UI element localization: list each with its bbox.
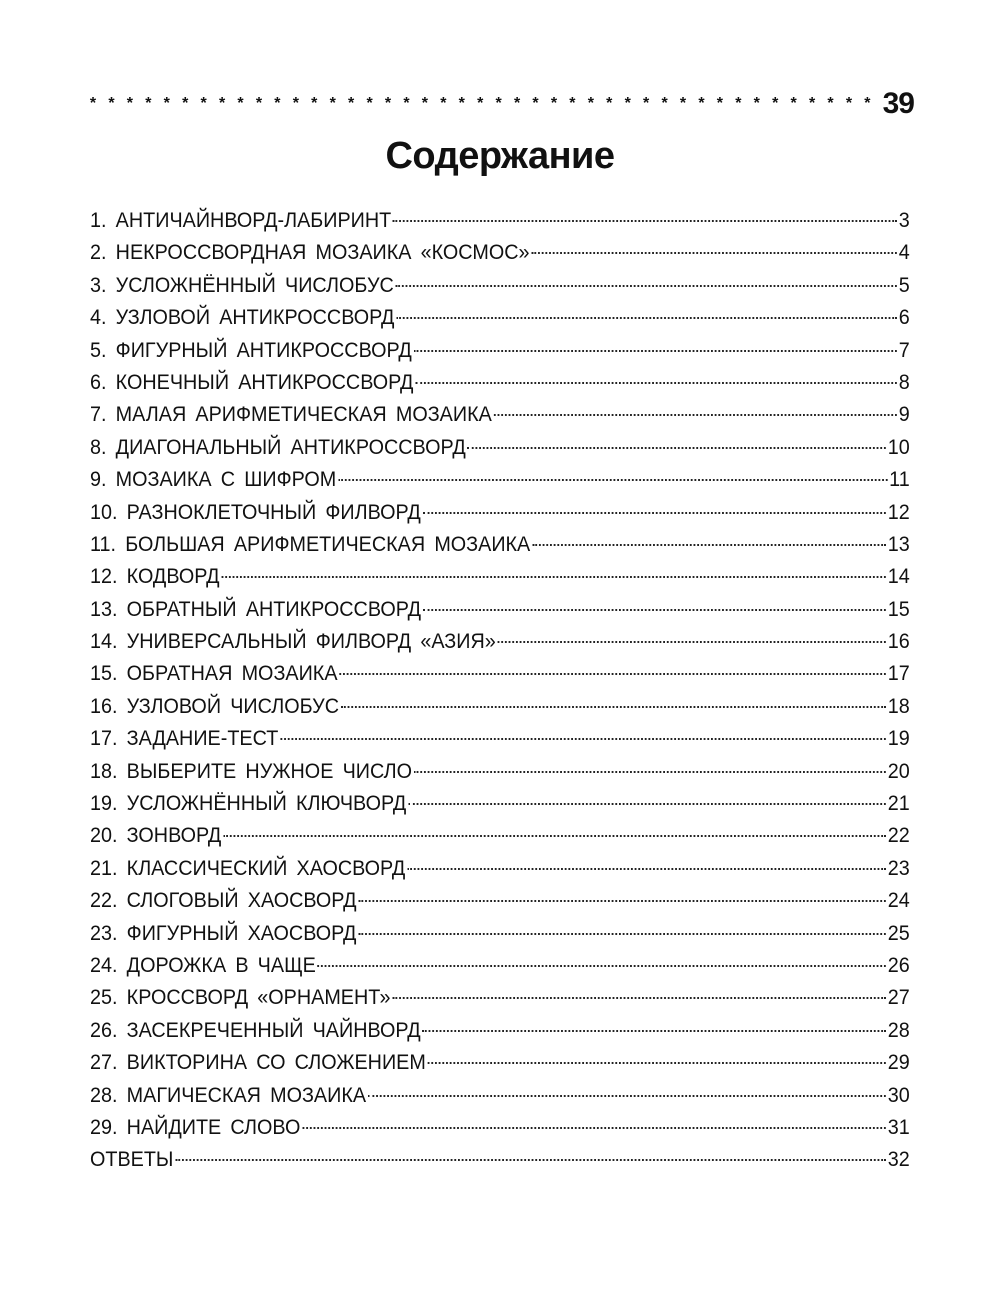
toc-entry[interactable]: [90, 1046, 910, 1078]
star-icon: *: [569, 95, 576, 112]
dot-leader: [414, 771, 886, 773]
toc-entry[interactable]: [90, 755, 910, 787]
table-of-contents: [90, 204, 910, 1176]
star-icon: *: [200, 95, 207, 112]
star-icon: *: [606, 95, 613, 112]
toc-entry-page: 27: [887, 985, 910, 1010]
dot-leader: [423, 609, 886, 611]
toc-entry[interactable]: [90, 852, 910, 884]
toc-entry-page: 21: [887, 791, 910, 816]
star-icon: *: [440, 95, 447, 112]
toc-entry[interactable]: [90, 657, 910, 689]
toc-entry-title: 25. КРОССВОРД «ОРНАМЕНТ»: [90, 985, 391, 1010]
toc-entry-title: 6. КОНЕЧНЫЙ АНТИКРОССВОРД: [90, 369, 414, 394]
toc-entry[interactable]: [90, 398, 910, 430]
dot-leader: [302, 1127, 886, 1129]
toc-entry-page: 32: [887, 1147, 910, 1172]
toc-entry-page: 17: [887, 661, 910, 686]
star-icon: *: [218, 95, 226, 112]
dot-leader: [341, 706, 886, 708]
toc-entry[interactable]: [90, 1014, 910, 1046]
star-icon: *: [495, 95, 502, 112]
star-icon: *: [458, 95, 465, 112]
dot-leader: [407, 868, 886, 870]
toc-entry[interactable]: [90, 463, 910, 495]
toc-entry-page: 25: [887, 920, 910, 945]
dot-leader: [368, 1095, 886, 1097]
toc-entry[interactable]: [90, 787, 910, 819]
toc-entry[interactable]: [90, 917, 910, 949]
toc-entry-title: 22. СЛОГОВЫЙ ХАОСВОРД: [90, 888, 357, 913]
star-icon: *: [255, 95, 263, 112]
dot-leader: [223, 835, 886, 837]
toc-entry-page: 23: [887, 855, 910, 880]
dot-leader: [415, 382, 897, 384]
dot-leader: [393, 220, 897, 222]
dot-leader: [396, 285, 897, 287]
toc-entry-title: 4. УЗЛОВОЙ АНТИКРОССВОРД: [90, 305, 395, 330]
toc-entry-title: 3. УСЛОЖНЁННЫЙ ЧИСЛОБУС: [90, 272, 394, 297]
toc-entry[interactable]: [90, 1079, 910, 1111]
toc-entry-page: 22: [887, 823, 910, 848]
star-icon: *: [643, 95, 650, 112]
toc-entry-page: 31: [887, 1114, 910, 1139]
toc-entry-title: 2. НЕКРОССВОРДНАЯ МОЗАИКА «КОСМОС»: [90, 240, 530, 265]
toc-entry[interactable]: [90, 560, 910, 592]
toc-entry-page: 6: [898, 305, 910, 330]
toc-entry-title: 23. ФИГУРНЫЙ ХАОСВОРД: [90, 920, 357, 945]
toc-entry-title: 11. БОЛЬШАЯ АРИФМЕТИЧЕСКАЯ МОЗАИКА: [90, 531, 531, 556]
star-icon: *: [772, 95, 779, 112]
toc-entry-page: 3: [898, 208, 910, 232]
toc-entry[interactable]: [90, 496, 910, 528]
dot-leader: [414, 350, 897, 352]
toc-entry-page: 4: [898, 240, 910, 265]
dot-leader: [338, 479, 887, 481]
toc-entry-title: 1. АНТИЧАЙНВОРД-ЛАБИРИНТ: [90, 208, 392, 232]
dot-leader: [358, 900, 885, 902]
toc-entry-title: 27. ВИКТОРИНА СО СЛОЖЕНИЕМ: [90, 1050, 426, 1075]
star-icon: *: [587, 95, 594, 112]
dot-leader: [423, 512, 886, 514]
toc-entry-page: 24: [887, 888, 910, 913]
star-icon: *: [624, 95, 631, 112]
star-icon: *: [477, 95, 484, 112]
star-icon: *: [532, 95, 539, 112]
toc-entry-title: 7. МАЛАЯ АРИФМЕТИЧЕСКАЯ МОЗАИКА: [90, 402, 492, 427]
star-icon: *: [421, 95, 428, 112]
toc-entry-page: 18: [887, 693, 910, 718]
toc-entry[interactable]: [90, 269, 910, 301]
star-icon: *: [182, 95, 189, 112]
toc-entry[interactable]: [90, 722, 910, 754]
dot-leader: [175, 1159, 886, 1161]
toc-entry-title: 8. ДИАГОНАЛЬНЫЙ АНТИКРОССВОРД: [90, 434, 466, 459]
toc-entry-page: 11: [889, 467, 910, 492]
toc-entry-page: 13: [887, 531, 910, 556]
dot-leader: [318, 965, 886, 967]
toc-entry-title: 15. ОБРАТНАЯ МОЗАИКА: [90, 661, 338, 686]
star-icon: *: [311, 95, 318, 112]
toc-entry-page: 16: [887, 629, 910, 654]
toc-entry-title: 18. ВЫБЕРИТЕ НУЖНОЕ ЧИСЛО: [90, 758, 412, 783]
toc-entry-title: 26. ЗАСЕКРЕЧЕННЫЙ ЧАЙНВОРД: [90, 1017, 421, 1042]
toc-entry-page: 28: [887, 1017, 910, 1042]
star-icon: *: [716, 95, 723, 112]
toc-entry-title: 12. КОДВОРД: [90, 564, 220, 589]
toc-entry[interactable]: [90, 819, 910, 851]
star-icon: *: [292, 95, 299, 112]
toc-entry[interactable]: [90, 625, 910, 657]
dot-leader: [408, 803, 886, 805]
dot-leader: [532, 544, 886, 546]
toc-entry-page: 12: [887, 499, 910, 524]
toc-entry-title: 24. ДОРОЖКА В ЧАЩЕ: [90, 952, 316, 977]
star-icon: *: [790, 95, 797, 112]
star-icon: *: [329, 95, 336, 112]
star-icon: *: [126, 95, 133, 112]
toc-entry[interactable]: [90, 884, 910, 916]
toc-entry-title: 29. НАЙДИТЕ СЛОВО: [90, 1114, 301, 1139]
toc-entry-title: 17. ЗАДАНИЕ-ТЕСТ: [90, 726, 279, 751]
toc-entry-title: 9. МОЗАИКА С ШИФРОМ: [90, 467, 337, 492]
toc-entry-title: 28. МАГИЧЕСКАЯ МОЗАИКА: [90, 1082, 367, 1107]
star-icon: *: [753, 95, 760, 112]
toc-entry-title: 21. КЛАССИЧЕСКИЙ ХАОСВОРД: [90, 855, 406, 880]
dot-leader: [280, 738, 886, 740]
toc-entry-title: 19. УСЛОЖНЁННЫЙ КЛЮЧВОРД: [90, 791, 407, 816]
toc-entry[interactable]: [90, 366, 910, 398]
toc-entry-title: ОТВЕТЫ: [90, 1147, 174, 1172]
star-icon: *: [366, 95, 373, 112]
toc-entry[interactable]: [90, 301, 910, 333]
toc-entry[interactable]: [90, 593, 910, 625]
star-ornament: [88, 95, 883, 113]
star-icon: *: [384, 95, 392, 112]
star-icon: *: [108, 95, 115, 112]
star-icon: *: [163, 95, 170, 112]
toc-entry[interactable]: [90, 236, 910, 268]
dot-leader: [494, 414, 897, 416]
star-icon: *: [845, 95, 853, 112]
toc-entry-page: 7: [898, 337, 910, 362]
page-number: 39: [882, 87, 914, 120]
star-icon: *: [513, 95, 521, 112]
star-icon: *: [827, 95, 834, 112]
toc-entry-page: 9: [898, 402, 910, 427]
star-icon: *: [348, 95, 355, 112]
star-icon: *: [145, 95, 152, 112]
toc-entry-page: 29: [887, 1050, 910, 1075]
toc-entry[interactable]: [90, 334, 910, 366]
dot-leader: [221, 576, 886, 578]
dot-leader: [468, 447, 886, 449]
dot-leader: [428, 1062, 886, 1064]
toc-entry[interactable]: [90, 1111, 910, 1143]
star-icon: *: [735, 95, 742, 112]
toc-entry[interactable]: [90, 981, 910, 1013]
toc-entry-title: 16. УЗЛОВОЙ ЧИСЛОБУС: [90, 693, 339, 718]
star-icon: *: [679, 95, 687, 112]
toc-entry-page: 19: [887, 726, 910, 751]
star-icon: *: [661, 95, 668, 112]
dot-leader: [423, 1030, 886, 1032]
star-icon: *: [403, 95, 410, 112]
star-icon: *: [864, 95, 871, 112]
star-icon: *: [89, 95, 97, 112]
page-title: Содержание: [385, 135, 615, 177]
star-icon: *: [237, 95, 244, 112]
toc-entry[interactable]: [90, 204, 910, 236]
toc-entry-page: 8: [898, 369, 910, 394]
toc-entry-page: 20: [887, 758, 910, 783]
toc-entry[interactable]: [90, 1143, 910, 1175]
toc-entry[interactable]: [90, 949, 910, 981]
star-icon: *: [274, 95, 281, 112]
toc-entry[interactable]: [90, 431, 910, 463]
toc-entry-title: 10. РАЗНОКЛЕТОЧНЫЙ ФИЛВОРД: [90, 499, 421, 524]
toc-entry-title: 5. ФИГУРНЫЙ АНТИКРОССВОРД: [90, 337, 412, 362]
star-icon: *: [550, 95, 558, 112]
toc-entry-title: 14. УНИВЕРСАЛЬНЫЙ ФИЛВОРД «АЗИЯ»: [90, 629, 496, 654]
toc-entry[interactable]: [90, 528, 910, 560]
star-icon: *: [698, 95, 705, 112]
toc-entry-page: 30: [887, 1082, 910, 1107]
page-header: [88, 84, 914, 124]
toc-entry-page: 10: [887, 434, 910, 459]
toc-entry-page: 26: [887, 952, 910, 977]
dot-leader: [396, 317, 897, 319]
toc-entry-page: 5: [898, 272, 910, 297]
toc-entry-page: 14: [887, 564, 910, 589]
dot-leader: [358, 933, 886, 935]
toc-entry[interactable]: [90, 690, 910, 722]
dot-leader: [392, 997, 886, 999]
dot-leader: [531, 252, 896, 254]
dot-leader: [339, 673, 886, 675]
toc-entry-title: 20. ЗОНВОРД: [90, 823, 222, 848]
star-icon: *: [808, 95, 816, 112]
toc-entry-title: 13. ОБРАТНЫЙ АНТИКРОССВОРД: [90, 596, 422, 621]
toc-entry-page: 15: [887, 596, 910, 621]
dot-leader: [498, 641, 886, 643]
